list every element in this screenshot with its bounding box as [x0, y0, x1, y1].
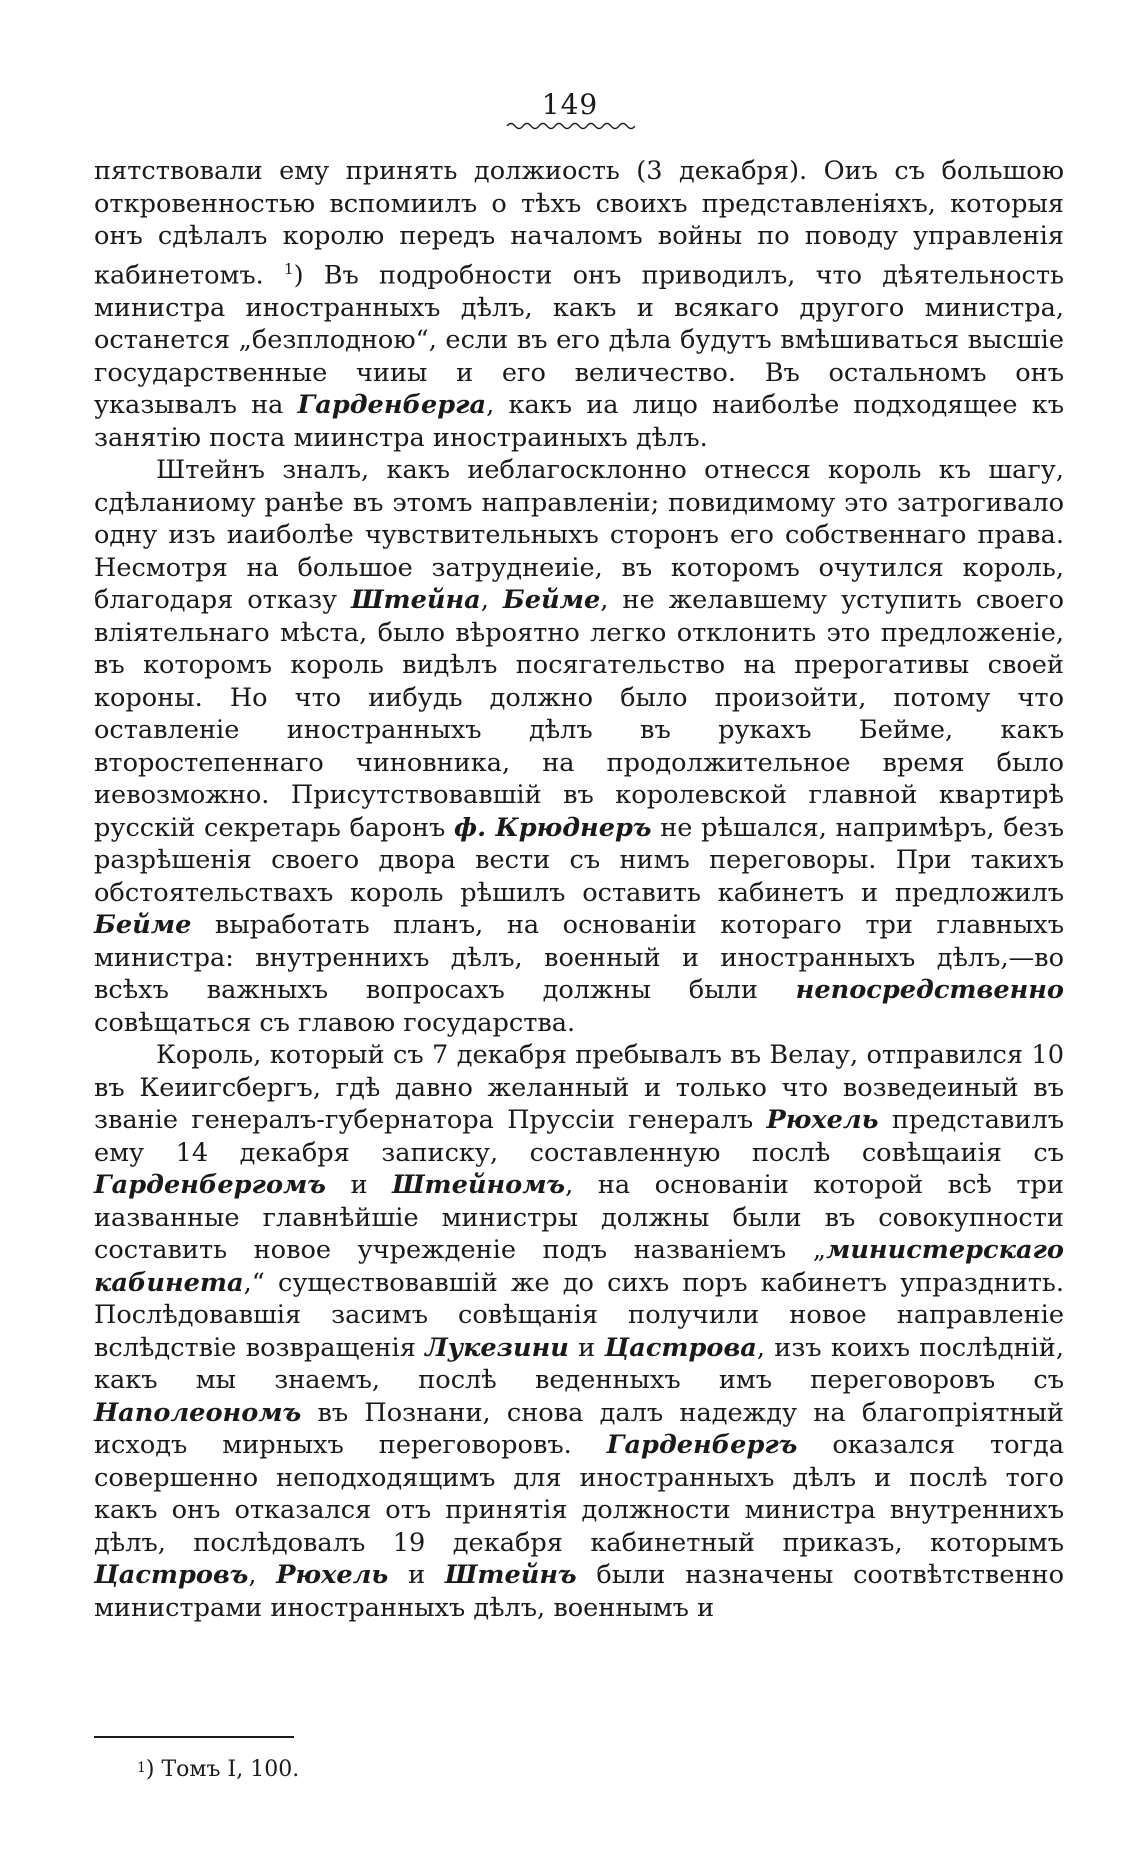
footnote — [137, 1756, 299, 1784]
text-run: ,“ существовавшій же до сихъ поръ кабинетъ упразднить. Послѣдовавшія засимъ совѣщанія получили новое направленіе вслѣдствіе возвращенія — [94, 1267, 1064, 1363]
paragraph — [94, 1039, 1064, 1624]
paragraph — [94, 454, 1064, 1039]
emphasized-name: Штейна — [351, 585, 481, 616]
text-run: совѣщаться съ главою государства. — [94, 1007, 576, 1038]
emphasized-name: Рюхель — [276, 1560, 389, 1591]
emphasized-name: Цастровъ — [94, 1560, 249, 1591]
text-run: , не желавшему уступить своего вліятельнаго мѣста, было вѣроятно легко отклонить это предложеніе, въ которомъ король видѣлъ посягательство на прерогативы своей короны. Но что иибудь должно было произойти, потому что оставленіе иностранныхъ дѣлъ въ рукахъ Бейме, какъ второстепеннаго чиновника, на продолжительное время было иевозможно. Присутствовавшій въ королевской главной квартирѣ русскій секретарь баронъ — [94, 585, 1064, 843]
text-run: ) Въ подробности онъ приводилъ, что дѣятельность министра иностранныхъ дѣлъ, какъ и всякаго другого министра, останется „безплодною“, если въ его дѣла будутъ вмѣшиваться высшіе государственные чииы и его величество. Въ остальномъ онъ указывалъ на — [94, 260, 1064, 421]
text-run: Штейнъ зналъ, какъ иеблагосклонно отнесся король къ шагу, сдѣланиому ранѣе въ этомъ направленіи; повидимому это затрогивало одну изъ иаиболѣе чувствительныхъ сторонъ его собственнаго права. Несмотря на большое затруднеиіе, въ которомъ очутился король, благодаря отказу — [94, 455, 1064, 616]
emphasized-name: Наполеономъ — [94, 1397, 302, 1428]
text-run: не рѣшался, напримѣръ, безъ разрѣшенія своего двора вести съ нимъ переговоры. При такихъ обстоятельствахъ король рѣшилъ оставить кабинетъ и предложилъ — [94, 812, 1064, 908]
text-run: представилъ ему 14 декабря записку, составленную послѣ совѣщаиія съ — [94, 1105, 1064, 1168]
emphasized-name: ф. Крюднеръ — [453, 812, 652, 843]
text-run: , на основаніи которой всѣ три иазванные главнѣйшіе министры должны были въ совокупности составить новое учрежденіе подъ названіемъ „ — [94, 1170, 1064, 1266]
text-run: въ Познани, снова далъ надежду на благопріятный исходъ мирныхъ переговоровъ. — [94, 1397, 1064, 1461]
text-run: , какъ иа лицо наиболѣе подходящее къ занятію поста миинстра иностраиныхъ дѣлъ. — [94, 390, 1064, 453]
page-number-ornament — [505, 120, 635, 132]
text-run: пятствовали ему принять должиость (3 декабря). Оиъ съ большою откровенностью вспомиилъ о тѣхъ своихъ представленіяхъ, которыя онъ сдѣлалъ королю передъ началомъ войны по поводу управленія кабинетомъ. — [94, 156, 1064, 291]
emphasized-name: Гарденберга — [297, 390, 487, 421]
text-run: , — [248, 1560, 277, 1591]
text-run: Король, который съ 7 декабря пребывалъ въ Велау, отправился 10 въ Кеиигсбергъ, гдѣ давно желанный и только что возведеиный въ званіе генералъ-губернатора Пруссіи генералъ — [94, 1040, 1064, 1136]
main-text — [94, 155, 1064, 1624]
text-run: и — [325, 1170, 393, 1201]
text-run: были назначены соотвѣтственно министрами иностранныхъ дѣлъ, военнымъ и — [94, 1560, 1064, 1623]
emphasized-name: министерскаго кабинета — [94, 1235, 1064, 1298]
footnote-reference: 1 — [284, 259, 294, 278]
page-number: 149 — [541, 88, 599, 121]
emphasized-name: Гарденбергомъ — [94, 1170, 326, 1201]
footnote-text: ) Томъ I, 100. — [145, 1757, 300, 1782]
emphasized-name: Штейнъ — [444, 1560, 577, 1591]
emphasized-name: Бейме — [502, 585, 601, 616]
emphasized-name: Гарденбергъ — [606, 1430, 798, 1461]
text-run: оказался тогда совершенно неподходящимъ для иностранныхъ дѣлъ и послѣ того какъ онъ отказался отъ принятія должности министра внутреннихъ дѣлъ, послѣдовалъ 19 декабря кабинетный приказъ, которымъ — [94, 1430, 1064, 1558]
emphasized-name: непосредственно — [795, 975, 1064, 1006]
text-run: и — [568, 1332, 605, 1363]
footnote-separator — [94, 1736, 294, 1738]
text-run: и — [388, 1560, 445, 1591]
emphasized-name: Бейме — [94, 910, 192, 941]
text-run: , — [480, 585, 503, 616]
paragraph — [94, 155, 1064, 454]
footnote-marker: 1 — [137, 1760, 146, 1776]
text-run: выработать планъ, на основаніи котораго три главныхъ министра: внутреннихъ дѣлъ, военный и иностранныхъ дѣлъ,—во всѣхъ важныхъ вопросахъ должны были — [94, 910, 1064, 1006]
emphasized-name: Лукезини — [425, 1332, 569, 1363]
text-run: , изъ коихъ послѣдній, какъ мы знаемъ, послѣ веденныхъ имъ переговоровъ съ — [94, 1332, 1064, 1396]
emphasized-name: Рюхель — [766, 1105, 879, 1136]
emphasized-name: Штейномъ — [392, 1170, 566, 1201]
emphasized-name: Цастрова — [604, 1332, 757, 1363]
